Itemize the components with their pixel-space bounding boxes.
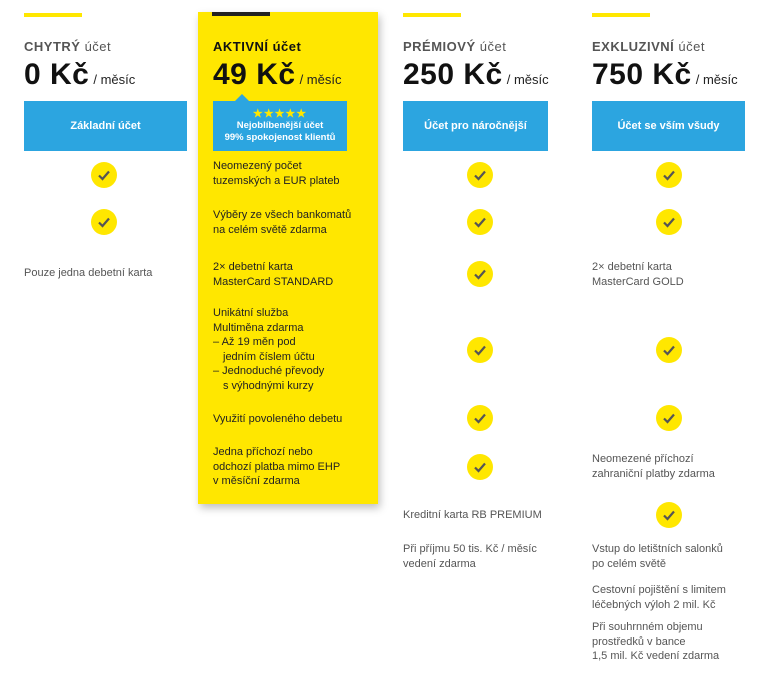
plan-title-premiovy: PRÉMIOVÝ účet bbox=[403, 39, 507, 54]
check-icon bbox=[467, 405, 493, 431]
check-icon bbox=[467, 209, 493, 235]
feature-balance-condition: Při souhrnném objemu prostředků v bance 1,5 mil. Kč vedení zdarma bbox=[592, 621, 720, 662]
plan-badge: Základní účet bbox=[24, 101, 187, 151]
check-icon bbox=[656, 209, 682, 235]
plan-title-chytry: CHYTRÝ účet bbox=[24, 39, 112, 54]
check-icon bbox=[656, 502, 682, 528]
plan-topbar bbox=[24, 13, 82, 17]
plan-price: 750 Kč / měsíc bbox=[592, 58, 738, 91]
check-icon bbox=[467, 162, 493, 188]
feature-card: 2× debetní karta MasterCard STANDARD bbox=[213, 261, 334, 288]
plan-title-aktivni: AKTIVNÍ účet bbox=[213, 39, 302, 54]
feature-credit-card: Kreditní karta RB PREMIUM bbox=[403, 509, 542, 521]
feature-payments: Neomezený počet tuzemských a EUR plateb bbox=[213, 160, 340, 187]
feature-foreign-payments: Neomezené příchozí zahraniční platby zdarma bbox=[592, 453, 715, 480]
feature-atm: Výběry ze všech bankomatů na celém světě zdarma bbox=[213, 209, 352, 236]
check-icon bbox=[467, 454, 493, 480]
check-icon bbox=[656, 337, 682, 363]
feature-foreign-payment: Jedna příchozí nebo odchozí platba mimo EHP v měsíční zdarma bbox=[213, 446, 341, 487]
check-icon bbox=[467, 261, 493, 287]
check-icon bbox=[656, 162, 682, 188]
rating-stars-icon: ★★★★★ bbox=[252, 108, 308, 120]
feature-overdraft: Využití povoleného debetu bbox=[213, 413, 343, 425]
feature-card: Pouze jedna debetní karta bbox=[24, 267, 153, 279]
plan-badge: Účet pro náročnější bbox=[403, 101, 548, 151]
check-icon bbox=[91, 162, 117, 188]
feature-lounge: Vstup do letištních salonků po celém světě bbox=[592, 543, 723, 570]
check-icon bbox=[656, 405, 682, 431]
check-icon bbox=[91, 209, 117, 235]
feature-income-condition: Při příjmu 50 tis. Kč / měsíc vedení zdarma bbox=[403, 543, 537, 570]
plan-price: 250 Kč / měsíc bbox=[403, 58, 549, 91]
check-icon bbox=[467, 337, 493, 363]
plan-price: 49 Kč / měsíc bbox=[213, 58, 342, 91]
plan-badge-popular: ★★★★★ Nejoblíbenější účet 99% spokojenost klientů bbox=[213, 101, 347, 151]
featured-plan-topbar bbox=[212, 12, 270, 16]
plan-price: 0 Kč / měsíc bbox=[24, 58, 136, 91]
plan-badge: Účet se vším všudy bbox=[592, 101, 745, 151]
plan-title-exkluzivni: EXKLUZIVNÍ účet bbox=[592, 39, 705, 54]
plan-topbar bbox=[592, 13, 650, 17]
feature-multicurrency: Unikátní služba Multiměna zdarma – Až 19 měn pod jedním číslem účtu – Jednoduché převody s výhodnými kurzy bbox=[213, 307, 325, 392]
plan-topbar bbox=[403, 13, 461, 17]
feature-card: 2× debetní karta MasterCard GOLD bbox=[592, 261, 684, 288]
feature-insurance: Cestovní pojištění s limitem léčebných výloh 2 mil. Kč bbox=[592, 584, 726, 611]
